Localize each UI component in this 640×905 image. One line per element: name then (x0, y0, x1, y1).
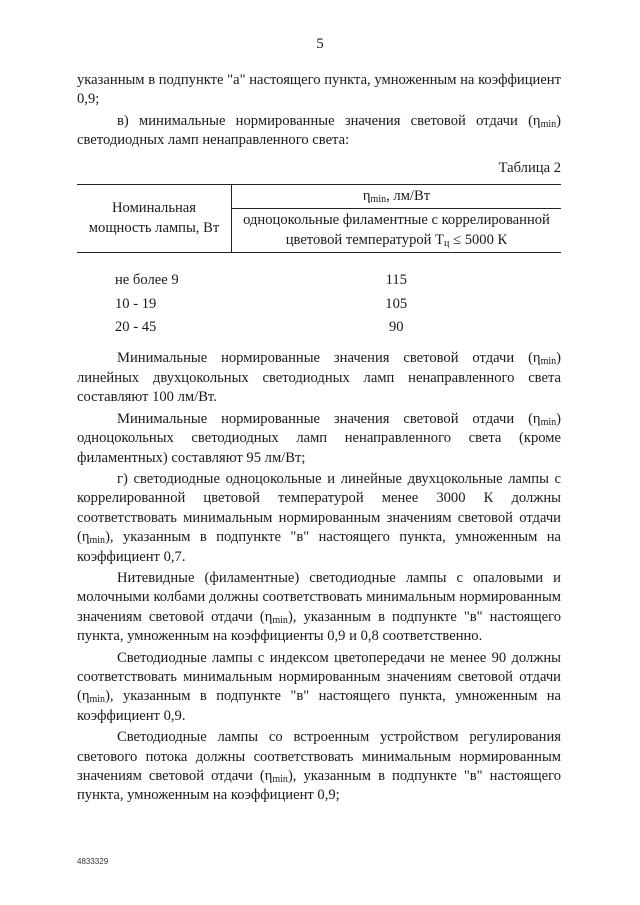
paragraph-continuation: указанным в подпункте "а" настоящего пункта, умноженным на коэффициент 0,9; (77, 72, 561, 108)
efficacy-table (77, 184, 561, 339)
paragraph-cri-lamps: Светодиодные лампы с индексом цветопередачи не менее 90 должны соответствовать минимальным нормированным значениям световой отдачи $(\eta_{min})$, указанным в подпункте "в" настоящего пункта, умноженным на коэффициент 0,9. (77, 649, 561, 724)
header-efficacy: $\eta_{min}$, лм/Вт (232, 185, 562, 209)
table-row (77, 293, 561, 316)
paragraph-linear-lamps: Минимальные нормированные значения световой отдачи $(\eta_{min})$ линейных двухцокольных светодиодных ламп ненаправленного света составляют 100 лм/Вт. (77, 350, 561, 406)
table-caption: Таблица 2 (498, 159, 561, 176)
paragraph-filament-lamps: Нитевидные (филаментные) светодиодные лампы с опаловыми и молочными колбами должны соответствовать минимальным нормированным значениям световой отдачи $(\eta_{min})$, указанным в подпункте "в" настоящего пункта, умноженным на коэффициенты 0,9 и 0,8 соответственно. (77, 569, 561, 645)
paragraph-item-v: в) минимальные нормированные значения световой отдачи $(\eta_{min})$ светодиодных ламп ненаправленного света: (77, 112, 561, 149)
cell-efficacy: 115 (385, 272, 407, 289)
document-code: 4833329 (77, 857, 109, 866)
paragraph-single-cap-lamps: Минимальные нормированные значения световой отдачи $(\eta_{min})$ одноцокольных светодиодных ламп ненаправленного света (кроме филаментных) составляют 95 лм/Вт; (77, 410, 561, 466)
page-number: 5 (316, 36, 324, 52)
table-header-row (77, 185, 561, 209)
cell-power: 20 - 45 (115, 319, 157, 336)
header-nominal-power: Номинальная мощность лампы, Вт (77, 185, 232, 253)
header-filament-type: одноцокольные филаментные с коррелированной цветовой температурой $T_ц \le 5000$ К (232, 209, 562, 253)
cell-power: не более 9 (115, 272, 179, 289)
cell-efficacy: 105 (385, 295, 408, 312)
table-row (77, 316, 561, 339)
cell-efficacy: 90 (388, 319, 404, 336)
table-row (77, 269, 561, 292)
document-body (77, 71, 561, 808)
paragraph-dimmable-lamps: Светодиодные лампы со встроенным устройством регулирования светового потока должны соответствовать минимальным нормированным значениям световой отдачи $(\eta_{min})$, указанным в подпункте "в" настоящего пункта, умноженным на коэффициент 0,9; (77, 729, 561, 804)
cell-power: 10 - 19 (115, 295, 157, 312)
paragraph-item-g: г) светодиодные одноцокольные и линейные двухцокольные лампы с коррелированной цветовой температурой менее 3000 К должны соответствовать минимальным нормированным значениям световой отдачи $(\eta_{min})$, указанным в подпункте "в" настоящего пункта, умноженным на коэффициент 0,7. (77, 470, 561, 565)
